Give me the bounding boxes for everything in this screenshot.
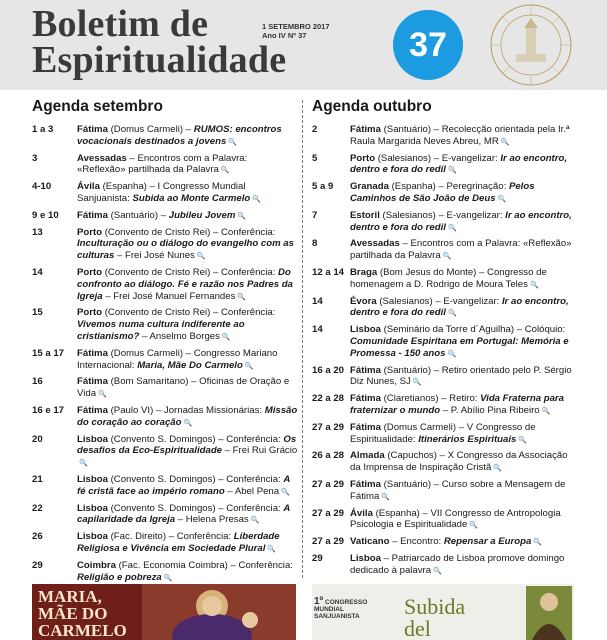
- agenda-setembro: [32, 98, 298, 588]
- zoom-icon[interactable]: 🔍: [529, 281, 539, 289]
- entry-event-title: Itinerários Espirituais: [418, 433, 517, 445]
- entry-event-title: Do confronto ao diálogo. Fé e razão nos Padres da Igreja: [77, 266, 293, 302]
- entry-text: [350, 153, 574, 178]
- zoom-icon[interactable]: 🔍: [163, 574, 173, 582]
- entry-detail: – Encontros com a Palavra: «Reflexão» partilhada da Palavra: [77, 152, 248, 176]
- entry-event-title: A fé cristã face ao império romano: [77, 473, 290, 497]
- entry-text: [350, 365, 574, 390]
- agenda-entry: [312, 479, 574, 504]
- entry-text: [350, 508, 574, 533]
- entry-event-title: RUMOS: encontros vocacionais destinados a jovens: [77, 124, 282, 147]
- agenda-entry: [312, 210, 574, 235]
- entry-detail: (Domus Carmeli) –: [107, 124, 194, 135]
- entry-place: Avessadas: [350, 238, 400, 250]
- entry-date: 16: [32, 376, 43, 388]
- entry-text: [350, 210, 574, 235]
- zoom-icon[interactable]: 🔍: [493, 465, 503, 473]
- zoom-icon[interactable]: 🔍: [442, 253, 452, 261]
- entry-event-title: Inculturação ou o diálogo do evangelho com as culturas: [77, 238, 294, 262]
- entry-detail: (Fac. Direito) – Conferência:: [107, 531, 234, 543]
- entry-date: 16 a 20: [312, 364, 345, 376]
- column-divider: [302, 100, 303, 578]
- agenda-entry: [312, 422, 574, 447]
- entry-event-title: A capilaridade da Igreja: [77, 502, 290, 526]
- entry-detail: (Santuário) – Recolecção orientada pela Ir.ª Raula Margarida Neves Abreu, MR: [350, 124, 570, 147]
- entry-date: 21: [32, 473, 43, 485]
- entry-text: [77, 503, 298, 528]
- entry-place: Ávila: [77, 181, 100, 193]
- entry-detail: – Patriarcado de Lisboa promove domingo dedicado à palavra: [350, 552, 565, 576]
- entry-text: [350, 238, 574, 263]
- entry-detail: (Espanha) – I Congresso Mundial Sanjuanista:: [77, 181, 246, 204]
- entry-place: Vaticano: [350, 536, 390, 548]
- entry-text: [77, 124, 298, 149]
- zoom-icon[interactable]: 🔍: [433, 567, 442, 575]
- entry-text: [350, 450, 574, 475]
- zoom-icon[interactable]: 🔍: [183, 419, 193, 427]
- entry-detail: (Santuário) –: [107, 209, 169, 221]
- entry-date: 14: [32, 266, 43, 278]
- masthead: [0, 0, 607, 90]
- entry-date: 3: [32, 152, 38, 164]
- zoom-icon[interactable]: 🔍: [541, 407, 551, 415]
- entry-place: Fátima: [350, 478, 381, 490]
- agenda-entry: [32, 474, 298, 499]
- agenda-entry: [32, 376, 298, 401]
- entry-text: [350, 267, 574, 292]
- zoom-icon[interactable]: 🔍: [79, 460, 88, 468]
- entry-date: 14: [312, 324, 323, 336]
- agenda-entry: [312, 536, 574, 549]
- entry-detail: (Salesianos) – E-vangelizar:: [379, 209, 506, 221]
- entry-place: Porto: [77, 307, 103, 319]
- entry-place: Porto: [77, 266, 103, 278]
- issue-meta: [262, 22, 330, 40]
- agenda-entry: [312, 450, 574, 475]
- issue-number-badge: 37: [393, 10, 463, 80]
- entry-event-title: Ir ao encontro, dentro e fora do redil: [350, 295, 569, 319]
- entry-place: Lisboa: [77, 531, 108, 543]
- entry-detail: (Paulo VI) – Jornadas Missionárias:: [107, 404, 265, 416]
- bulletin-title: Boletim de Espiritualidade: [32, 3, 287, 81]
- congresso-logo: 1º CONGRESSO MUNDIAL SANJUANISTA: [314, 596, 368, 620]
- entry-text: [350, 422, 574, 447]
- agenda-entry: [312, 324, 574, 360]
- entry-date: 29: [32, 559, 43, 571]
- issue-date: 1 SETEMBRO 2017: [262, 22, 330, 31]
- agenda-setembro-list: [32, 124, 298, 584]
- entry-detail: (Claretianos) – Retiro:: [380, 393, 481, 405]
- agenda-entry: [312, 296, 574, 321]
- entry-speaker: – Frei José Nunes: [114, 250, 195, 262]
- entry-event-title: Os desafios da Eco-Espiritualidade: [77, 433, 297, 457]
- congresso-sanjuanista-banner[interactable]: [312, 584, 574, 640]
- entry-place: Fátima: [77, 404, 108, 416]
- entry-text: [77, 181, 298, 206]
- entry-event-title: Vivemos numa cultura indiferente ao cristianismo?: [77, 319, 245, 342]
- zoom-icon[interactable]: 🔍: [237, 293, 247, 301]
- entry-text: [77, 210, 298, 223]
- zoom-icon[interactable]: 🔍: [518, 436, 528, 444]
- entry-date: 7: [312, 209, 318, 221]
- agenda-entry: [32, 210, 298, 223]
- agenda-entry: [312, 553, 574, 578]
- agenda-entry: [312, 181, 574, 206]
- zoom-icon[interactable]: 🔍: [447, 167, 457, 175]
- entry-place: Fátima: [350, 421, 381, 433]
- entry-date: 27 a 29: [312, 507, 345, 519]
- zoom-icon[interactable]: 🔍: [228, 138, 238, 146]
- saint-john-portrait-icon: [526, 586, 572, 640]
- entry-place: Almada: [350, 450, 385, 462]
- entry-date: 4-10: [32, 181, 52, 193]
- entry-place: Porto: [77, 226, 103, 238]
- entry-event-title: Religião e pobreza: [77, 571, 162, 583]
- zoom-icon[interactable]: 🔍: [220, 167, 230, 175]
- entry-place: Lisboa: [350, 552, 381, 564]
- entry-text: [350, 296, 574, 321]
- entry-text: [77, 227, 298, 263]
- entry-date: 16 e 17: [32, 404, 65, 416]
- entry-detail: (Seminário da Torre d´Aguilha) – Colóquio:: [380, 324, 566, 336]
- entry-text: [350, 479, 574, 504]
- entry-detail: (Convento S. Domingos) – Conferência:: [107, 473, 284, 485]
- entry-detail: (Domus Carmeli) – Congresso Mariano Internacional:: [77, 347, 278, 371]
- entry-place: Granada: [350, 181, 389, 193]
- entry-speaker: – Anselmo Borges: [139, 330, 220, 342]
- entry-place: Lisboa: [77, 433, 108, 445]
- entry-text: [77, 560, 298, 585]
- entry-detail: (Santuário) – Retiro orientado pelo P. Sérgio Diz Nunes, SJ: [350, 364, 572, 388]
- entry-place: Ávila: [350, 507, 373, 519]
- entry-speaker: – Frei José Manuel Fernandes: [102, 290, 236, 302]
- agenda-entry: [32, 227, 298, 263]
- entry-text: [77, 405, 298, 430]
- agenda-entry: [32, 307, 298, 343]
- entry-detail: (Espanha) – Peregrinação:: [388, 181, 509, 193]
- entry-text: [350, 553, 574, 578]
- entry-speaker: – Helena Presas: [175, 514, 249, 526]
- entry-date: 22: [32, 502, 43, 514]
- entry-text: [77, 434, 298, 470]
- entry-event-title: Ir ao encontro, dentro e fora do redil: [350, 209, 572, 233]
- entry-date: 5: [312, 152, 318, 164]
- entry-detail: – Encontros com a Palavra: «Reflexão» partilhada da Palavra: [350, 238, 572, 262]
- zoom-icon[interactable]: 🔍: [244, 362, 254, 370]
- entry-date: 27 a 29: [312, 421, 345, 433]
- zoom-icon[interactable]: 🔍: [469, 522, 479, 530]
- entry-place: Fátima: [77, 124, 108, 135]
- zoom-icon[interactable]: 🔍: [381, 493, 391, 501]
- entry-text: [77, 267, 298, 303]
- agenda-entry: [312, 365, 574, 390]
- entry-speaker: – Abel Pena: [224, 485, 280, 497]
- entry-text: [350, 324, 574, 360]
- entry-detail: (Bom Jesus do Monte) – Congresso de homenagem a D. Rodrigo de Moura Teles: [350, 266, 547, 290]
- entry-date: 26: [32, 531, 43, 543]
- entry-place: Fátima: [77, 376, 108, 388]
- entry-date: 27 a 29: [312, 536, 345, 548]
- agenda-entry: [32, 434, 298, 470]
- agenda-entry: [32, 153, 298, 178]
- entry-text: [77, 474, 298, 499]
- agenda-entry: [32, 560, 298, 585]
- agenda-entry: [32, 405, 298, 430]
- entry-speaker: – Frei Rui Grácio: [222, 445, 298, 457]
- entry-place: Fátima: [77, 209, 108, 221]
- entry-date: 29: [312, 552, 323, 564]
- entry-detail: (Santuário) – Curso sobre a Mensagem de Fátima: [350, 478, 566, 502]
- agenda-entry: [32, 531, 298, 556]
- zoom-icon[interactable]: 🔍: [252, 195, 261, 203]
- agenda-entry: [312, 508, 574, 533]
- entry-detail: (Salesianos) – E-vangelizar:: [375, 152, 501, 164]
- entry-place: Fátima: [350, 393, 381, 405]
- entry-date: 14: [312, 295, 323, 307]
- agenda-entry: [312, 124, 574, 149]
- entry-detail: (Convento de Cristo Rei) – Conferência:: [102, 266, 279, 278]
- entry-speaker: – P. Abílio Pina Ribeiro: [440, 404, 540, 416]
- entry-date: 2: [312, 124, 318, 135]
- fatima-centenary-seal-icon: [486, 2, 576, 88]
- entry-text: [350, 124, 574, 149]
- agenda-outubro: [312, 98, 574, 582]
- entry-event-title: Missão do coração ao coração: [77, 404, 298, 428]
- entry-date: 8: [312, 238, 318, 250]
- entry-event-title: Jubileu Jovem: [168, 209, 236, 221]
- entry-place: Estoril: [350, 209, 380, 221]
- agenda-entry: [32, 124, 298, 149]
- zoom-icon[interactable]: 🔍: [98, 391, 107, 399]
- entry-date: 20: [32, 433, 43, 445]
- agenda-entry: [312, 267, 574, 292]
- entry-date: 12 a 14: [312, 266, 345, 278]
- entry-detail: – Encontro:: [389, 536, 444, 548]
- entry-detail: (Salesianos) – E-vangelizar:: [376, 295, 502, 307]
- zoom-icon[interactable]: 🔍: [447, 310, 457, 318]
- issue-volume: Ano IV Nº 37: [262, 31, 307, 40]
- entry-text: [77, 153, 298, 178]
- entry-detail: (Fac. Economia Coimbra) – Conferência:: [115, 559, 293, 571]
- entry-date: 1 a 3: [32, 124, 54, 135]
- entry-event-title: Vida Fraterna para fraternizar o mundo: [350, 393, 564, 416]
- entry-event-title: Ir ao encontro, dentro e fora do redil: [350, 152, 568, 176]
- entry-detail: (Capuchos) – X Congresso da Associação da Imprensa de Inspiração Cristã: [350, 450, 568, 474]
- maria-banner-text: MARIA, MÃE DO CARMELO: [38, 587, 127, 640]
- entry-place: Avessadas: [77, 152, 127, 164]
- entry-detail: (Convento de Cristo Rei) – Conferência:: [102, 226, 276, 238]
- entry-place: Lisboa: [77, 473, 108, 485]
- entry-detail: (Bom Samaritano) – Oficinas de Oração e Vida: [77, 376, 290, 400]
- agenda-entry: [312, 238, 574, 263]
- entry-place: Porto: [350, 152, 376, 164]
- entry-event-title: Subida ao Monte Carmelo: [132, 192, 251, 204]
- subida-title: Subida del: [404, 594, 466, 640]
- maria-mae-do-carmelo-banner[interactable]: [32, 584, 296, 640]
- entry-event-title: Repensar a Europa: [443, 536, 532, 548]
- entry-date: 15: [32, 307, 43, 319]
- zoom-icon[interactable]: 🔍: [500, 138, 510, 146]
- zoom-icon[interactable]: 🔍: [196, 253, 206, 261]
- entry-detail: (Convento S. Domingos) – Conferência:: [107, 502, 284, 514]
- agenda-entry: [32, 267, 298, 303]
- agenda-entry: [312, 393, 574, 418]
- entry-text: [350, 181, 574, 206]
- zoom-icon[interactable]: 🔍: [237, 212, 247, 220]
- agenda-outubro-title: Agenda outubro: [312, 98, 432, 115]
- entry-place: Coimbra: [77, 559, 116, 571]
- entry-event-title: Maria, Mãe Do Carmelo: [137, 359, 243, 371]
- entry-date: 27 a 29: [312, 478, 345, 490]
- agenda-entry: [32, 348, 298, 373]
- entry-detail: (Convento S. Domingos) – Conferência:: [107, 433, 284, 445]
- agenda-setembro-title: Agenda setembro: [32, 98, 163, 115]
- agenda-outubro-list: [312, 124, 574, 578]
- entry-detail: (Domus Carmeli) – V Congresso de Espiritualidade:: [350, 421, 536, 445]
- entry-text: [77, 307, 298, 343]
- entry-event-title: Liberdade Religiosa e Vivência em Sociedade Plural: [77, 531, 280, 554]
- entry-date: 13: [32, 226, 43, 238]
- agenda-entry: [32, 503, 298, 528]
- zoom-icon[interactable]: 🔍: [281, 488, 290, 496]
- entry-place: Fátima: [77, 347, 108, 359]
- entry-place: Braga: [350, 266, 378, 278]
- agenda-entry: [32, 181, 298, 206]
- entry-text: [77, 376, 298, 401]
- zoom-icon[interactable]: 🔍: [267, 545, 277, 553]
- entry-detail: (Convento de Cristo Rei) – Conferência:: [102, 307, 276, 319]
- zoom-icon[interactable]: 🔍: [447, 224, 457, 232]
- entry-place: Lisboa: [77, 502, 108, 514]
- entry-event-title: Comunidade Espiritana em Portugal: Memória e Promessa - 150 anos: [350, 335, 569, 359]
- agenda-entry: [312, 153, 574, 178]
- zoom-icon[interactable]: 🔍: [250, 517, 260, 525]
- zoom-icon[interactable]: 🔍: [497, 195, 507, 203]
- entry-place: Fátima: [350, 124, 381, 135]
- entry-place: Fátima: [350, 364, 381, 376]
- zoom-icon[interactable]: 🔍: [412, 379, 422, 387]
- entry-text: [350, 393, 574, 418]
- zoom-icon[interactable]: 🔍: [221, 333, 231, 341]
- entry-place: Lisboa: [350, 324, 381, 336]
- entry-detail: (Espanha) – VII Congresso de Antropologia Psicologia e Espiritualidade: [350, 507, 561, 531]
- zoom-icon[interactable]: 🔍: [533, 539, 543, 547]
- entry-date: 9 e 10: [32, 209, 59, 221]
- entry-date: 15 a 17: [32, 347, 65, 359]
- entry-text: [350, 536, 574, 549]
- entry-date: 5 a 9: [312, 181, 334, 193]
- entry-text: [77, 348, 298, 373]
- madonna-painting-icon: [142, 584, 296, 640]
- entry-date: 22 a 28: [312, 393, 345, 405]
- entry-place: Évora: [350, 295, 377, 307]
- entry-event-title: Pelos Caminhos de São João de Deus: [350, 181, 535, 204]
- entry-date: 26 a 28: [312, 450, 345, 462]
- entry-text: [77, 531, 298, 556]
- zoom-icon[interactable]: 🔍: [447, 350, 457, 358]
